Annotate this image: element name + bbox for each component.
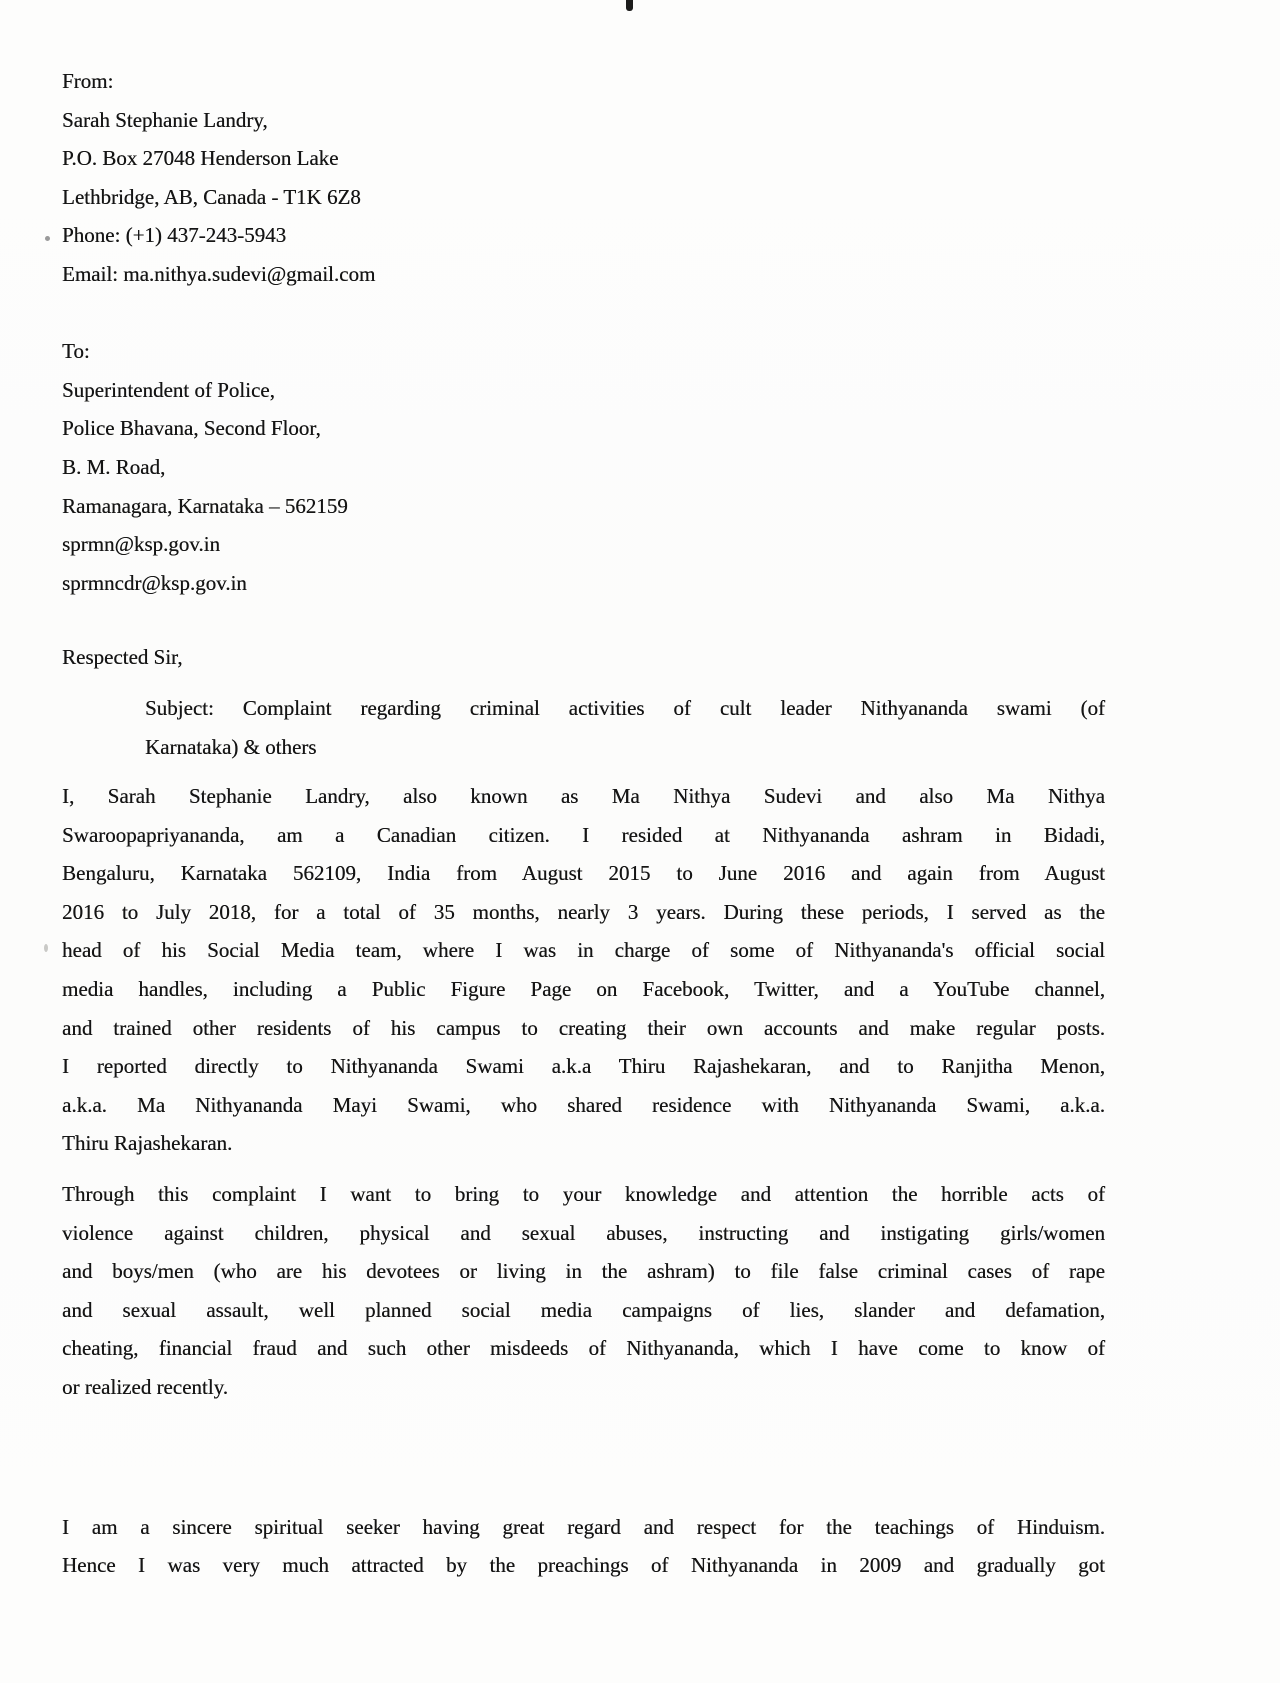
text-line: sprmn@ksp.gov.in [62, 532, 220, 557]
text-line: and sexual assault, well planned social media campaigns of lies, slander and defamation, [62, 1297, 1105, 1322]
text-line: or realized recently. [62, 1375, 228, 1399]
scan-dot-artifact [45, 236, 50, 241]
to-label: To: [62, 339, 90, 364]
subject-block [145, 689, 1105, 766]
text-line: Lethbridge, AB, Canada - T1K 6Z8 [62, 184, 361, 209]
text-line: I reported directly to Nithyananda Swami a.k.a Thiru Rajashekaran, and to Ranjitha Menon, [62, 1054, 1105, 1079]
text-line: Subject: Complaint regarding criminal activities of cult leader Nithyananda swami (of [145, 695, 1105, 720]
text-line: media handles, including a Public Figure Page on Facebook, Twitter, and a YouTube channel, [62, 977, 1105, 1002]
text-line: Sarah Stephanie Landry, [62, 107, 268, 132]
sender-address-lines [62, 101, 1105, 294]
text-line: Swaroopapriyananda, am a Canadian citizen. I resided at Nithyananda ashram in Bidadi, [62, 822, 1105, 847]
from-label: From: [62, 69, 114, 93]
text-line: Through this complaint I want to bring to your knowledge and attention the horrible acts of [62, 1182, 1105, 1207]
text-line: Email: ma.nithya.sudevi@gmail.com [62, 261, 376, 286]
text-line: P.O. Box 27048 Henderson Lake [62, 146, 339, 171]
salutation: Respected Sir, [62, 645, 183, 670]
recipient-address-block [62, 332, 1105, 602]
scan-dot-artifact [44, 944, 48, 952]
text-line: cheating, financial fraud and such other misdeeds of Nithyananda, which I have come to know of [62, 1336, 1105, 1361]
text-line: sprmncdr@ksp.gov.in [62, 570, 247, 595]
text-line: and boys/men (who are his devotees or living in the ashram) to file false criminal cases of rape [62, 1259, 1105, 1284]
text-line: violence against children, physical and sexual abuses, instructing and instigating girls/women [62, 1220, 1105, 1245]
text-line: I am a sincere spiritual seeker having great regard and respect for the teachings of Hinduism. [62, 1514, 1105, 1539]
body-paragraph-1 [62, 777, 1105, 1163]
text-line: Thiru Rajashekaran. [62, 1131, 233, 1156]
body-paragraph-2 [62, 1175, 1105, 1407]
scan-ink-speck [626, 0, 633, 11]
text-line: Phone: (+1) 437-243-5943 [62, 223, 287, 248]
text-line: Hence I was very much attracted by the preachings of Nithyananda in 2009 and gradually got [62, 1553, 1105, 1578]
sender-address-block [62, 62, 1105, 294]
body-paragraph-3 [62, 1508, 1105, 1585]
text-line: Superintendent of Police, [62, 377, 275, 402]
text-line: 2016 to July 2018, for a total of 35 months, nearly 3 years. During these periods, I served as the [62, 899, 1105, 924]
text-line: Bengaluru, Karnataka 562109, India from August 2015 to June 2016 and again from August [62, 861, 1105, 886]
text-line: Ramanagara, Karnataka – 562159 [62, 493, 348, 518]
text-line: a.k.a. Ma Nithyananda Mayi Swami, who shared residence with Nithyananda Swami, a.k.a. [62, 1092, 1105, 1117]
text-line: B. M. Road, [62, 454, 166, 479]
recipient-address-lines [62, 371, 1105, 603]
text-line: and trained other residents of his campus to creating their own accounts and make regular posts. [62, 1015, 1105, 1040]
text-line: Police Bhavana, Second Floor, [62, 416, 321, 441]
text-line: Karnataka) & others [145, 734, 317, 759]
text-line: head of his Social Media team, where I was in charge of some of Nithyananda's official social [62, 938, 1105, 963]
text-line: I, Sarah Stephanie Landry, also known as Ma Nithya Sudevi and also Ma Nithya [62, 784, 1105, 809]
